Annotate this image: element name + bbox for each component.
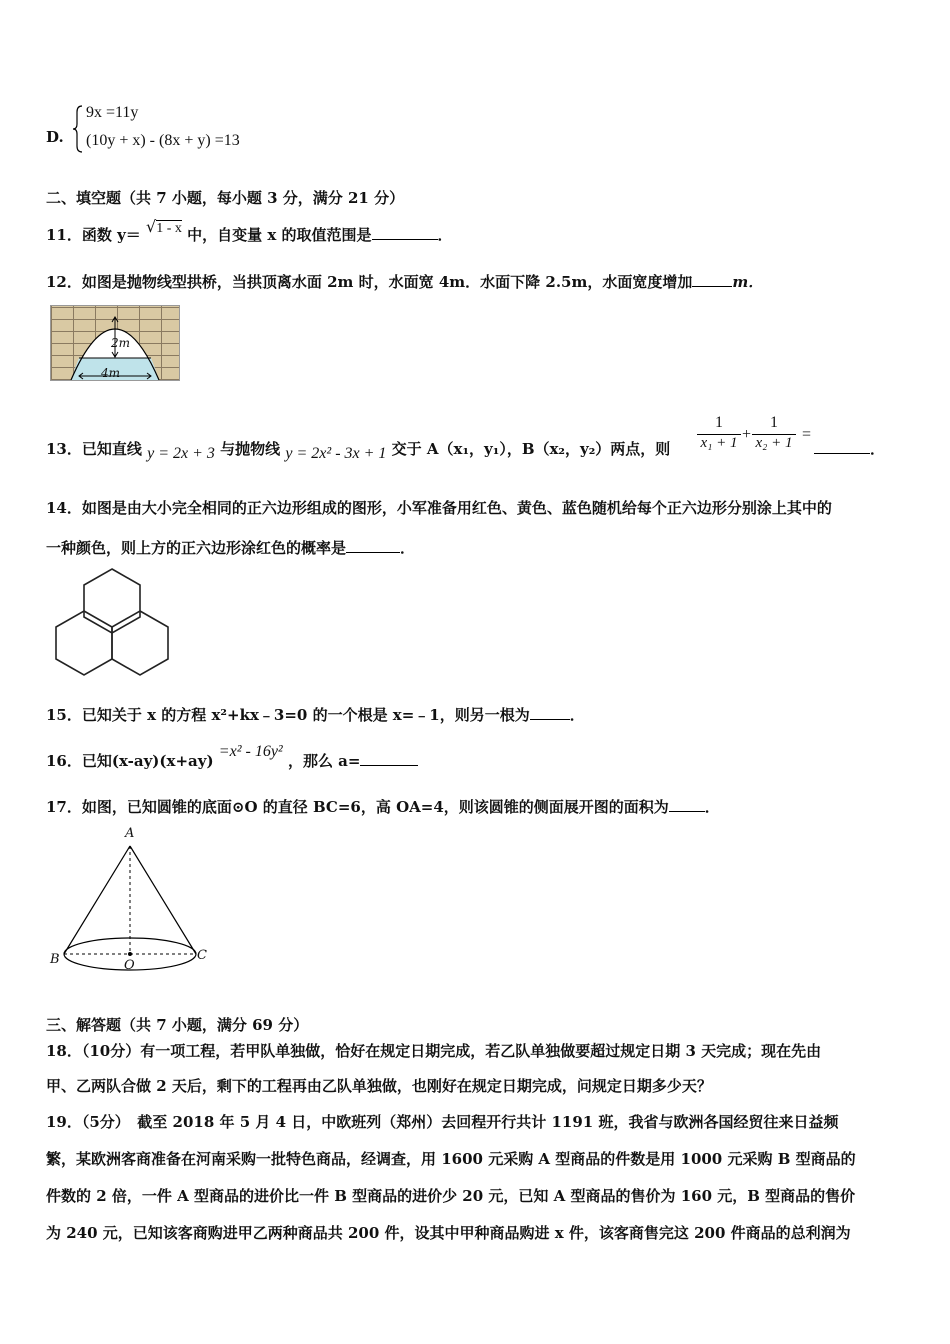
q17-answer-blank [669,811,705,812]
q16-prefix: 16．已知(x-ay)(x+ay) [46,752,214,770]
q13 [46,438,671,462]
arch-width-label: 4m [101,366,121,380]
cone-label-b: B [50,952,60,967]
arch-height-label: 2m [111,336,131,350]
q11-suffix: 中，自变量 x 的取值范围是 [187,226,372,244]
q13-line-eq: y = 2x + 3 [147,445,215,462]
q13-frac2-num: 1 [752,414,796,435]
q18-line1: 18．（10分）有一项工程，若甲队单独做，恰好在规定日期完成，若乙队单独做要超过规定日期 3 天完成；现在先由 [46,1042,822,1060]
q13-fraction-2 [752,414,796,452]
q11: 11．函数 y＝ √1 - x 中，自变量 x 的取值范围是 ． [46,217,453,244]
q13-answer-blank [814,453,870,454]
q13-mid: 与抛物线 [220,440,281,458]
q13-fraction-1 [697,414,741,452]
q11-radicand: 1 - x [156,221,182,236]
option-d-eq2: (10y + x) - (8x + y) =13 [86,132,240,149]
q17: 17．如图，已知圆锥的底面⊙O 的直径 BC=6，高 OA=4，则该圆锥的侧面展开图的面积为 ． [46,798,720,816]
q13-frac1-num: 1 [697,414,741,435]
q11-answer-blank [372,239,438,240]
brace-icon [72,104,84,154]
option-d-label: D. [46,128,64,146]
q14-line2: 一种颜色，则上方的正六边形涂红色的概率是 ． [46,539,416,557]
q13-prefix: 13．已知直线 [46,440,142,458]
option-d-eq1: 9x =11y [86,104,139,121]
cone-label-a: A [125,826,135,841]
q13-equals: = [802,426,812,443]
q15: 15．已知关于 x 的方程 x²+kx﹣3=0 的一个根是 x=﹣1，则另一根为 ． [46,706,585,724]
q14-answer-blank [346,552,400,553]
q12-text: 12．如图是抛物线型拱桥，当拱顶离水面 2m 时，水面宽 4m．水面下降 2.5m，水面宽度增加 [46,273,693,291]
q14-line2-text: 一种颜色，则上方的正六边形涂红色的概率是 [46,539,347,557]
q12-answer-blank [692,286,732,287]
q13-frac1-den: x₁ + 1 [700,435,738,451]
cone-label-c: C [197,948,207,963]
section2-heading: 二、填空题（共 7 小题，每小题 3 分，满分 21 分） [46,189,405,207]
q15-text: 15．已知关于 x 的方程 x²+kx﹣3=0 的一个根是 x=﹣1，则另一根为 [46,706,530,724]
q19-line2: 繁，某欧洲客商准备在河南采购一批特色商品，经调查，用 1600 元采购 A 型商品的件数是用 1000 元采购 B 型商品的 [46,1150,856,1168]
arch-bridge-figure [50,305,180,381]
section3-heading: 三、解答题（共 7 小题，满分 69 分） [46,1016,309,1034]
q19-line3: 件数的 2 倍，一件 A 型商品的进价比一件 B 型商品的进价少 20 元，已知 A 型商品的售价为 160 元，B 型商品的售价 [46,1187,856,1205]
q15-answer-blank [530,719,570,720]
cone-label-o: O [124,958,135,973]
q16-answer-blank [360,765,418,766]
q13-answer: ． [814,438,885,459]
hexagons-figure [52,566,172,678]
q11-prefix: 11．函数 y＝ [46,226,141,244]
q18-line2: 甲、乙两队合做 2 天后，剩下的工程再由乙队单独做，也刚好在规定日期完成，问规定日期多少天？ [46,1077,712,1095]
q16-suffix: ，那么 a= [287,752,361,770]
q19-line4: 为 240 元，已知该客商购进甲乙两种商品共 200 件，设其中甲种商品购进 x 件，该客商售完这 200 件商品的总利润为 [46,1224,851,1242]
q13-frac2-den: x₂ + 1 [755,435,793,451]
q17-text: 17．如图，已知圆锥的底面⊙O 的直径 BC=6，高 OA=4，则该圆锥的侧面展开图的面积为 [46,798,669,816]
q13-plus: + [742,426,752,443]
hexagon-bottom-right [112,611,168,675]
q19-line1: 19．（5分） 截至 2018 年 5 月 4 日，中欧班列（郑州）去回程开行共计 1191 班，我省与欧洲各国经贸往来日益频 [46,1113,839,1131]
hexagon-bottom-left [56,611,112,675]
cone-figure [46,826,216,976]
q14-line1: 14．如图是由大小完全相同的正六边形组成的图形，小军准备用红色、黄色、蓝色随机给每个正六边形分别涂上其中的 [46,499,832,517]
q16 [46,743,418,771]
q13-intersect: 交于 A（x₁，y₁），B（x₂，y₂）两点，则 [391,440,671,458]
q12 [46,271,763,292]
q12-unit: m． [732,273,764,291]
q11-sqrt: √1 - x [146,217,182,236]
hexagon-top [84,569,140,633]
q13-parabola-eq: y = 2x² - 3x + 1 [285,445,387,462]
q16-expr: =x² - 16y² [218,743,283,760]
